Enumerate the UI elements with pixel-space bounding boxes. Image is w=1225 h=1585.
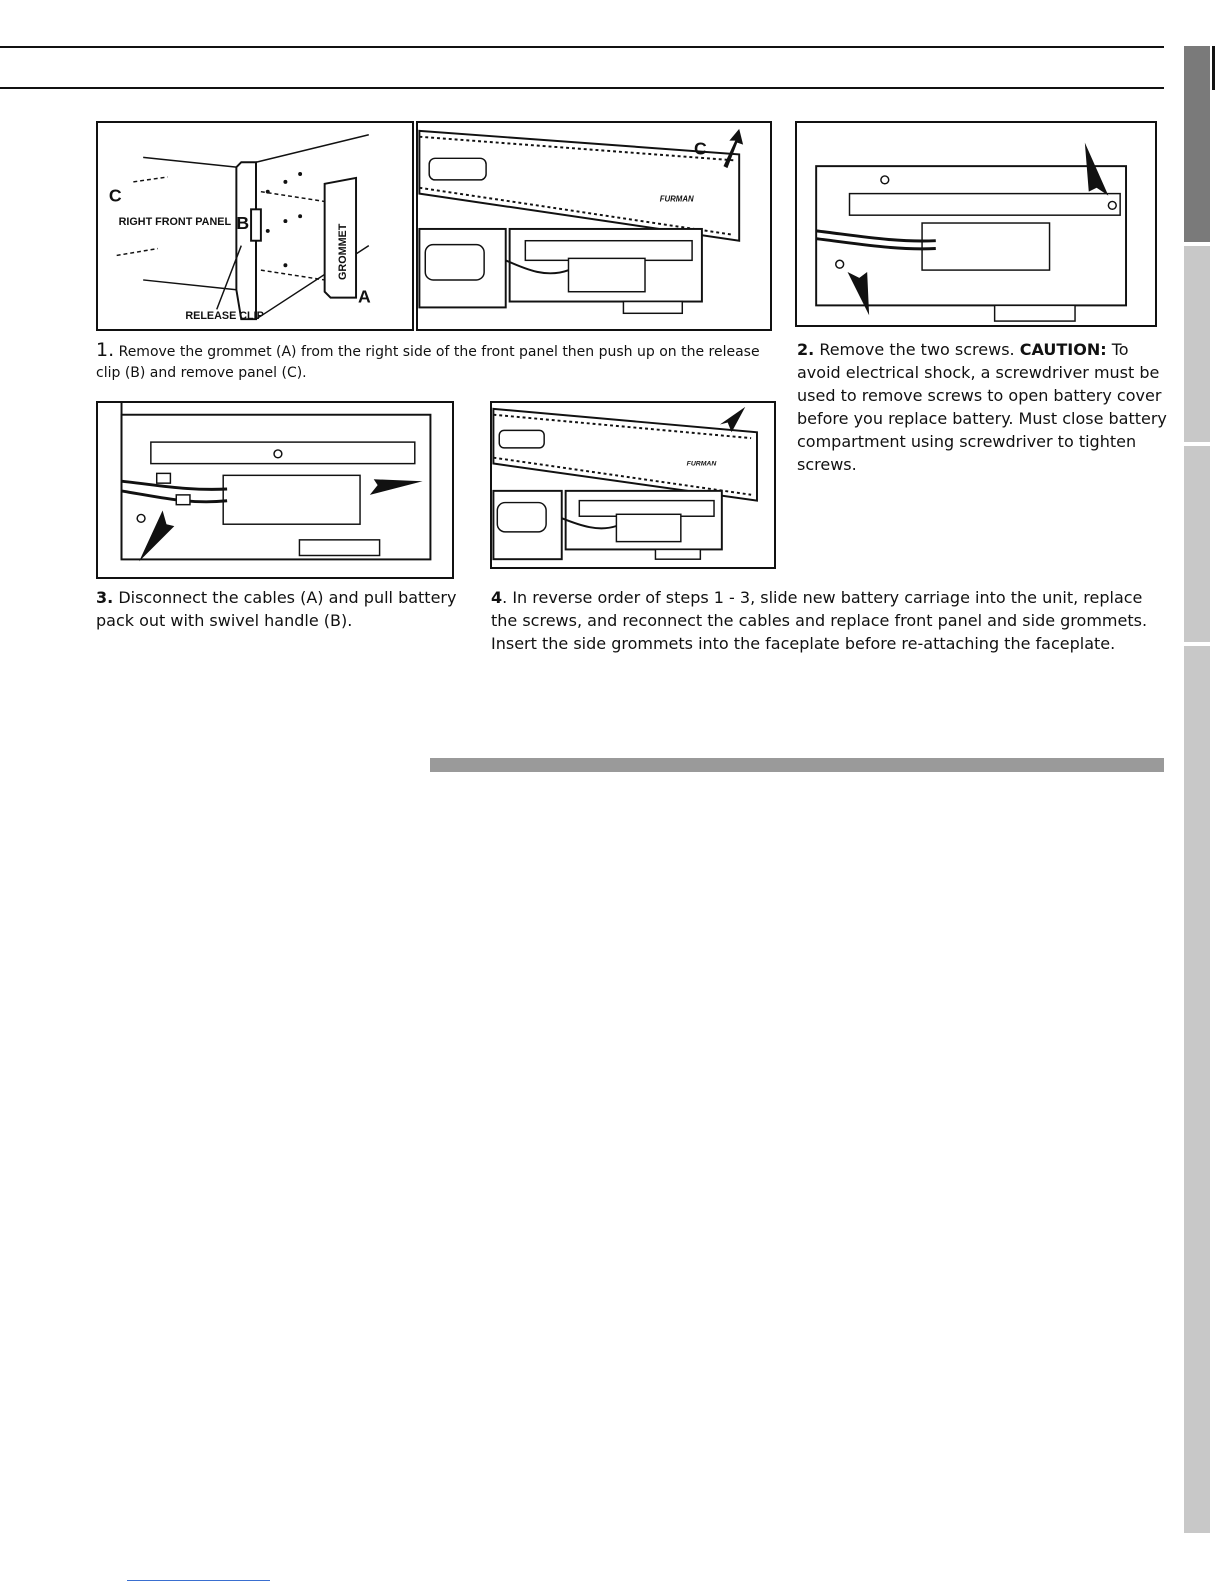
- figure-step3: [96, 401, 454, 579]
- side-tab-2[interactable]: [1184, 246, 1210, 442]
- caption-step1: [96, 340, 786, 384]
- side-tab-active[interactable]: [1184, 46, 1210, 242]
- caption-step2-text-a: Remove the two screws.: [819, 340, 1015, 359]
- header-rule-bottom: [0, 87, 1164, 89]
- header-tick: [1212, 46, 1215, 90]
- fig1-label-c: C: [108, 185, 122, 206]
- cables-diagram: [98, 403, 452, 577]
- footer-link-underline[interactable]: [127, 1580, 270, 1581]
- caption-step4-text: . In reverse order of steps 1 - 3, slide new battery carriage into the unit, replace the screws, and reconnect the cables and replace front panel and side grommets. Insert the side grommets into the faceplate before re-attaching the faceplate.: [491, 588, 1148, 653]
- fig1-release-clip: RELEASE CLIP: [185, 310, 264, 323]
- section-divider-bar: [430, 758, 1164, 772]
- figure-step2: [795, 121, 1157, 327]
- caption-step1-number: 1.: [96, 339, 115, 361]
- caption-step2-number: 2.: [797, 340, 815, 359]
- fig1b-brand: FURMAN: [659, 194, 694, 204]
- figure-step1-grommet: [96, 121, 414, 331]
- header-rule-top: [0, 46, 1164, 48]
- grommet-diagram: [98, 123, 412, 329]
- fig1-right-front-panel: RIGHT FRONT PANEL: [118, 216, 232, 229]
- reassembly-diagram: [492, 403, 774, 567]
- side-tab-3[interactable]: [1184, 446, 1210, 642]
- caption-step2-caution: CAUTION:: [1019, 340, 1107, 359]
- caption-step3-number: 3.: [96, 588, 114, 607]
- side-tab-4[interactable]: [1184, 646, 1210, 1533]
- caption-step3-text: Disconnect the cables (A) and pull battery pack out with swivel handle (B).: [96, 588, 457, 630]
- figure-step4: [490, 401, 776, 569]
- panel-removal-diagram: [418, 123, 770, 329]
- caption-step3: [96, 586, 468, 632]
- figure-step1-panel: [416, 121, 772, 331]
- caption-step2: [797, 338, 1167, 476]
- fig1-label-a: A: [358, 286, 371, 307]
- caption-step4: [491, 586, 1171, 655]
- fig1b-label-c: C: [694, 138, 707, 159]
- fig4-brand: FURMAN: [686, 460, 717, 468]
- caption-step4-number: 4: [491, 588, 503, 607]
- fig1-label-b: B: [236, 212, 250, 233]
- caption-step2-text-b: To avoid electrical shock, a screwdriver must be used to remove screws to open battery cover before you replace battery. Must close battery compartment using screwdriver to tighten screws.: [797, 340, 1167, 474]
- caption-step1-text: Remove the grommet (A) from the right side of the front panel then push up on the release clip (B) and remove panel (C).: [96, 344, 760, 381]
- screws-diagram: [797, 123, 1155, 325]
- fig1-grommet: GROMMET: [337, 223, 350, 280]
